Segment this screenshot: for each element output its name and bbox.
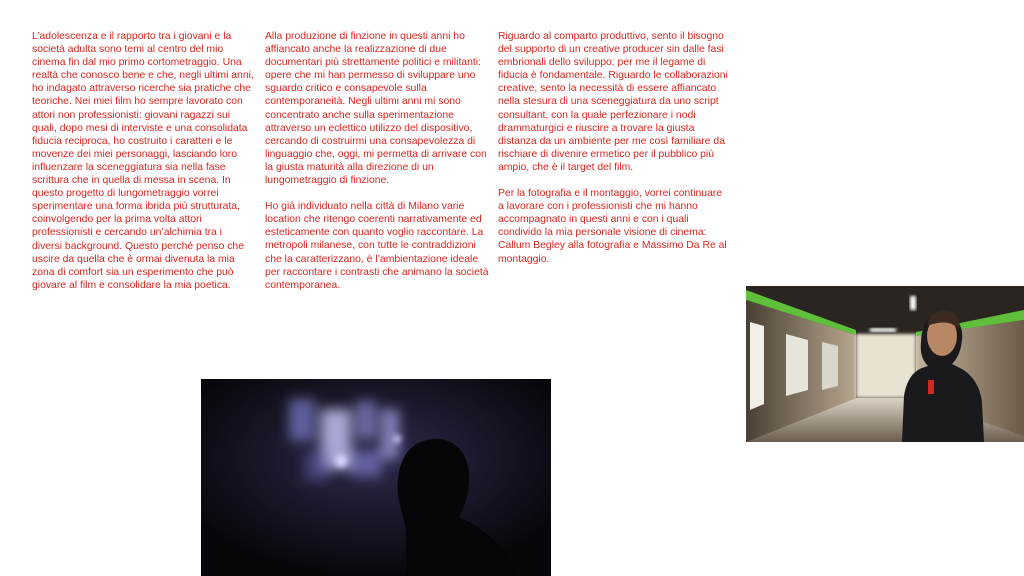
text-column-2 (265, 30, 493, 292)
paragraph: L’adolescenza e il rapporto tra i giovani e la società adulta sono temi al centro del mio cinema fin dal mio primo cortometraggio. Una realtà che conosco bene e che, negli ultimi anni, ho indagato attraverso ricerche sia pratiche che teoriche. Nei miei film ho sempre lavorato con attori non professionisti: giovani ragazzi sui quali, dopo mesi di interviste e una consolidata fiducia reciproca, ho costruito i caratteri e le movenze dei miei personaggi, lasciando loro influenzare la sceneggiatura sia nella fase scrittura che in quella di messa in scena. In questo progetto di lungometraggio vorrei sperimentare una forma ibrida più strutturata, coinvolgendo per la prima volta attori professionisti e cercando un’alchimia tra i diversi background. Questo perché penso che uscire da quella che è ormai divenuta la mia zona di comfort sia un esperimento che può giovare al film e consolidare la mia poetica. (32, 31, 254, 291)
subway-corridor-photo-image (746, 286, 1024, 442)
text-column-3 (498, 30, 728, 266)
silhouette-photo (201, 379, 551, 576)
paragraph: Ho già individuato nella città di Milano varie location che ritengo coerenti narrativamente ed esteticamente con quanto voglio raccontare. La metropoli milanese, con tutte le contraddizioni che la caratterizzano, è l’ambientazione ideale per raccontare i contrasti che animano la società contemporanea. (265, 201, 489, 291)
silhouette-photo-image (201, 379, 551, 576)
paragraph: Alla produzione di finzione in questi anni ho affiancato anche la realizzazione di due documentari più strettamente politici e militanti: opere che mi han permesso di sviluppare uno sguardo critico e consapevole sulla contemporaneità. Negli ultimi anni mi sono concentrato anche sulla sperimentazione attraverso un eclettico utilizzo del dispositivo, cercando di costruirmi una consapevolezza di linguaggio che, oggi, mi permetta di arrivare con la giusta maturità alla direzione di un lungometraggio di finzione. (265, 31, 487, 187)
paragraph: Riguardo al comparto produttivo, sento il bisogno del supporto di un creative producer sin dalle fasi embrionali dello sviluppo: per me il legame di fiducia è fondamentale. Riguardo le collaborazioni creative, sento la necessità di essere affiancato nella stesura di una sceneggiatura da uno script consultant, con la quale perfezionare i nodi drammaturgici e riuscire a trovare la giusta distanza da un ambiente per me così familiare da rischiare di divenire ermetico per il pubblico più ampio, che è il target del film. (498, 31, 728, 173)
paragraph: Per la fotografia e il montaggio, vorrei continuare a lavorare con i professionisti che mi hanno accompagnato in questi anni e con i quali condivido la mia personale visione di cinema: Callum Begley alla fotografia e Massimo Da Re al montaggio. (498, 188, 727, 265)
text-column-1 (32, 30, 254, 292)
subway-corridor-photo (746, 286, 1024, 442)
